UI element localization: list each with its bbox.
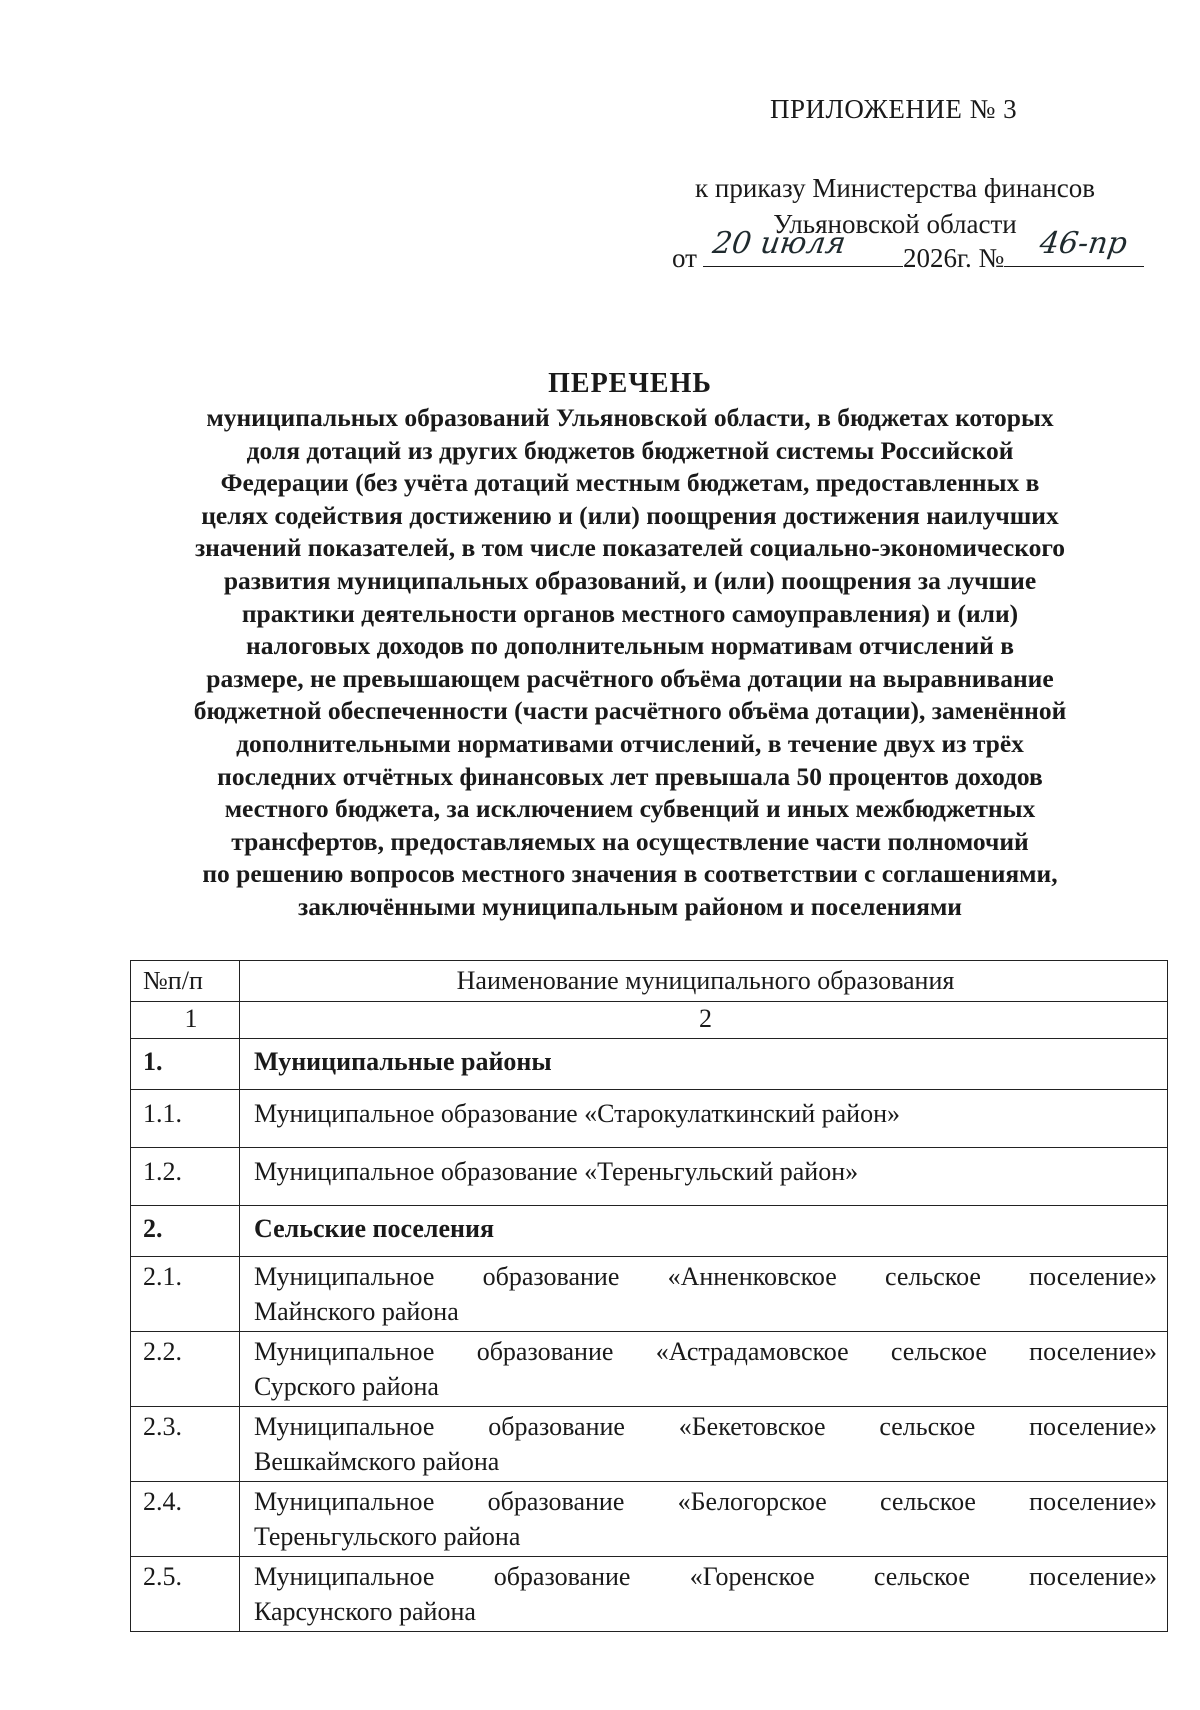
order-line-2: Ульяновской области [773, 209, 1017, 239]
row-number: 2.3. [131, 1407, 240, 1482]
row-name [240, 1557, 1168, 1632]
subtitle-line: трансфертов, предоставляемых на осуществление части полномочий [231, 826, 1029, 856]
row-name [240, 1482, 1168, 1557]
table-row [131, 1557, 1168, 1632]
order-date-line [672, 226, 1144, 274]
subtitle-line: практики деятельности органов местного самоуправления) и (или) [241, 598, 1019, 628]
row-number: 1.2. [131, 1148, 240, 1206]
subtitle-line: местного бюджета, за исключением субвенций и иных межбюджетных [224, 794, 1036, 824]
row-number: 2.1. [131, 1257, 240, 1332]
subtitle-line: последних отчётных финансовых лет превышала 50 процентов доходов [217, 761, 1043, 791]
column-index-2: 2 [240, 1002, 1168, 1039]
row-name-line-1: Муниципальное образование «Анненковское сельское поселение» [254, 1262, 1157, 1291]
row-name-line-1: Муниципальное образование «Горенское сельское поселение» [254, 1562, 1157, 1591]
row-name-line-1: Муниципальное образование «Бекетовское сельское поселение» [254, 1412, 1157, 1441]
section-number: 1. [131, 1039, 240, 1090]
row-name-line-1: Муниципальное образование «Белогорское сельское поселение» [254, 1487, 1157, 1516]
row-number: 1.1. [131, 1090, 240, 1148]
row-name-line-2: Карсунского района [254, 1597, 476, 1626]
row-name-line-2: Вешкаймского района [254, 1447, 500, 1476]
header-name-cell: Наименование муниципального образования [240, 961, 1168, 1002]
table-row [131, 1090, 1168, 1148]
row-name: Муниципальное образование «Старокулаткинский район» [240, 1090, 1168, 1148]
subtitle-line: муниципальных образований Ульяновской области, в бюджетах которых [206, 403, 1054, 432]
number-field [1004, 226, 1144, 267]
municipalities-table [130, 960, 1168, 1632]
section-name: Муниципальные районы [240, 1039, 1168, 1090]
subtitle-line: Федерации (без учёта дотаций местным бюджетам, предоставленных в [220, 468, 1040, 498]
row-name-line-1: Муниципальное образование «Астрадамовское сельское поселение» [254, 1337, 1157, 1366]
subtitle-line: по решению вопросов местного значения в соответствии с соглашениями, [202, 859, 1058, 889]
row-name-line-2: Майнского района [254, 1297, 459, 1326]
table-row [131, 1407, 1168, 1482]
section-row [131, 1039, 1168, 1090]
subtitle-line: доля дотаций из других бюджетов бюджетной системы Российской [246, 435, 1014, 465]
subtitle-line: бюджетной обеспеченности (части расчётного объёма дотации), заменённой [193, 696, 1067, 726]
subtitle-line: заключёнными муниципальным районом и поселениями [297, 891, 963, 921]
section-row [131, 1206, 1168, 1257]
header-number-cell: №п/п [131, 961, 240, 1002]
row-name-line-2: Тереньгульского района [254, 1522, 521, 1551]
subtitle-line: размере, не превышающем расчётного объёма дотации на выравнивание [206, 663, 1054, 693]
row-name [240, 1407, 1168, 1482]
document-subtitle [135, 402, 1125, 924]
document-title: ПЕРЕЧЕНЬ [548, 368, 712, 399]
table-row [131, 1482, 1168, 1557]
date-prefix: от [672, 243, 697, 273]
table-row [131, 1148, 1168, 1206]
column-index-row [131, 1002, 1168, 1039]
subtitle-line: значений показателей, в том числе показателей социально-экономического [194, 533, 1066, 563]
row-name: Муниципальное образование «Тереньгульский район» [240, 1148, 1168, 1206]
subtitle-line: развития муниципальных образований, и (или) поощрения за лучшие [223, 565, 1037, 595]
appendix-label: ПРИЛОЖЕНИЕ № 3 [770, 94, 1018, 124]
table-row [131, 1257, 1168, 1332]
year-text: 2026г. № [902, 243, 1005, 273]
row-number: 2.4. [131, 1482, 240, 1557]
subtitle-line: целях содействия достижению и (или) поощрения достижения наилучших [201, 500, 1059, 530]
handwritten-date: 20 июля [710, 226, 848, 261]
section-name: Сельские поселения [240, 1206, 1168, 1257]
subtitle-line: дополнительными нормативами отчислений, в течение двух из трёх [236, 728, 1024, 758]
handwritten-number: 46-пр [1037, 226, 1130, 261]
section-number: 2. [131, 1206, 240, 1257]
date-field [703, 226, 903, 267]
row-number: 2.2. [131, 1332, 240, 1407]
column-index-1: 1 [131, 1002, 240, 1039]
row-number: 2.5. [131, 1557, 240, 1632]
row-name [240, 1332, 1168, 1407]
order-line-1: к приказу Министерства финансов [695, 173, 1095, 203]
table-header-row [131, 961, 1168, 1002]
row-name [240, 1257, 1168, 1332]
subtitle-line: налоговых доходов по дополнительным нормативам отчислений в [246, 631, 1014, 661]
table-row [131, 1332, 1168, 1407]
row-name-line-2: Сурского района [254, 1372, 439, 1401]
